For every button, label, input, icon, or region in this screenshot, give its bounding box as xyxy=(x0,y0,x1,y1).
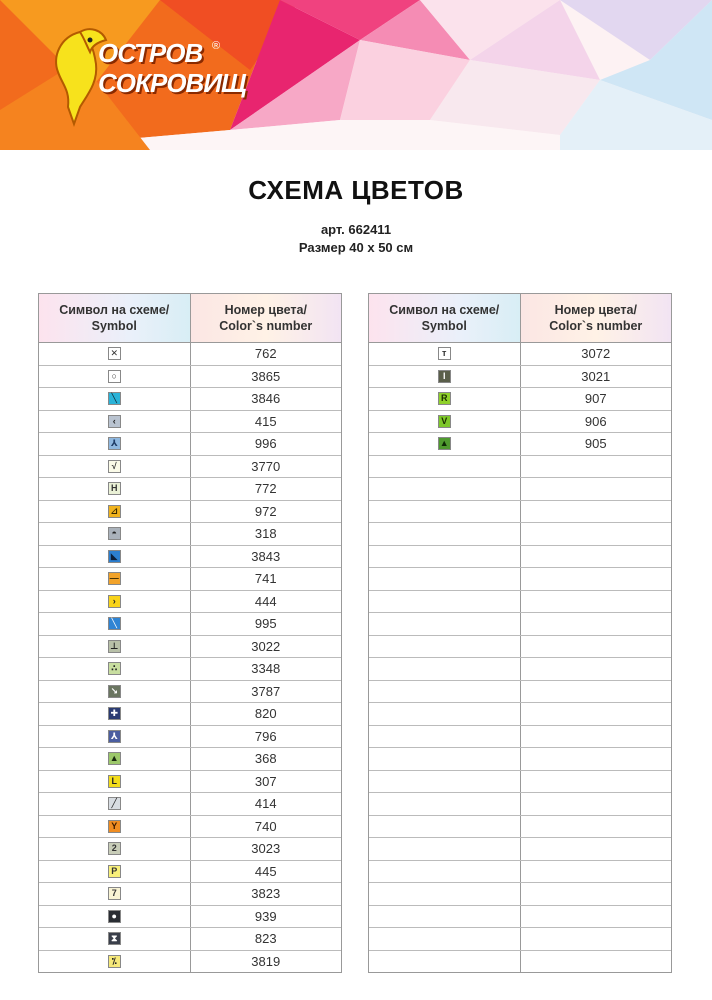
table-row xyxy=(39,748,341,771)
table-row xyxy=(39,456,341,479)
color-number-cell: 3787 xyxy=(251,683,281,699)
color-number-cell xyxy=(521,861,672,883)
color-number-cell: 307 xyxy=(254,773,277,789)
color-number-cell xyxy=(521,883,672,905)
color-number-cell: 3770 xyxy=(251,458,281,474)
color-symbol-icon: ◣ xyxy=(108,550,121,563)
color-number-cell: 906 xyxy=(584,413,607,429)
color-number-cell: 772 xyxy=(254,481,277,497)
table-row xyxy=(39,838,341,861)
color-number-cell: 445 xyxy=(254,863,277,879)
symbol-cell xyxy=(39,861,191,883)
table-row-empty xyxy=(369,883,671,906)
table-row xyxy=(369,411,671,434)
symbol-cell xyxy=(369,658,521,680)
table-row-empty xyxy=(369,546,671,569)
color-symbol-icon: ◓ xyxy=(108,527,121,540)
symbol-cell xyxy=(39,793,191,815)
color-symbol-icon: Ι xyxy=(438,370,451,383)
symbol-cell xyxy=(39,951,191,973)
symbol-cell xyxy=(369,816,521,838)
table-row xyxy=(39,411,341,434)
color-number-cell: 3022 xyxy=(251,638,281,654)
symbol-cell xyxy=(39,703,191,725)
color-symbol-icon: ╲ xyxy=(108,392,121,405)
color-number-cell xyxy=(521,658,672,680)
color-number-cell: 3823 xyxy=(251,886,281,902)
symbol-cell xyxy=(369,636,521,658)
table-row-empty xyxy=(369,726,671,749)
symbol-column-header: Символ на схеме/ Symbol xyxy=(39,294,191,342)
table-header xyxy=(369,294,671,343)
color-number-cell: 415 xyxy=(254,413,277,429)
color-number-cell xyxy=(521,636,672,658)
table-row xyxy=(39,433,341,456)
symbol-cell xyxy=(369,478,521,500)
symbol-cell xyxy=(39,681,191,703)
symbol-cell xyxy=(39,388,191,410)
table-row xyxy=(39,771,341,794)
table-row-empty xyxy=(369,861,671,884)
symbol-cell xyxy=(369,951,521,973)
color-symbol-icon: ▲ xyxy=(438,437,451,450)
brand-line-1: ОСТРОВ xyxy=(98,38,203,68)
table-row xyxy=(39,478,341,501)
color-symbol-icon: ⧗ xyxy=(108,932,121,945)
symbol-cell xyxy=(39,816,191,838)
canvas-size: Размер 40 х 50 см xyxy=(298,240,414,255)
symbol-cell xyxy=(369,748,521,770)
registered-mark: ® xyxy=(212,40,221,52)
color-number-cell: 740 xyxy=(254,818,277,834)
symbol-cell xyxy=(369,726,521,748)
table-body xyxy=(369,343,671,972)
symbol-cell xyxy=(39,771,191,793)
color-number-cell: 972 xyxy=(254,503,277,519)
table-row xyxy=(369,433,671,456)
table-row-empty xyxy=(369,793,671,816)
symbol-cell xyxy=(39,883,191,905)
color-number-cell: 318 xyxy=(254,526,277,542)
table-row xyxy=(39,681,341,704)
table-header xyxy=(39,294,341,343)
color-number-cell: 444 xyxy=(254,593,277,609)
table-row xyxy=(39,388,341,411)
table-row xyxy=(39,636,341,659)
color-number-cell: 796 xyxy=(254,728,277,744)
color-table-right xyxy=(368,293,672,973)
color-symbol-icon: √ xyxy=(108,460,121,473)
symbol-cell xyxy=(39,478,191,500)
header-banner xyxy=(0,0,712,150)
symbol-cell xyxy=(369,433,521,455)
color-number-cell xyxy=(521,816,672,838)
symbol-cell xyxy=(39,726,191,748)
symbol-cell xyxy=(39,906,191,928)
number-column-header: Номер цвета/ Color`s number xyxy=(521,294,672,342)
color-number-cell: 3846 xyxy=(251,391,281,407)
color-number-cell: 3023 xyxy=(251,841,281,857)
table-row xyxy=(39,658,341,681)
symbol-column-header: Символ на схеме/ Symbol xyxy=(369,294,521,342)
color-number-cell xyxy=(521,726,672,748)
color-number-cell xyxy=(521,456,672,478)
symbol-cell xyxy=(39,928,191,950)
color-symbol-icon: ⊥ xyxy=(108,640,121,653)
color-number-cell xyxy=(521,568,672,590)
symbol-cell xyxy=(369,906,521,928)
symbol-cell xyxy=(369,861,521,883)
table-row-empty xyxy=(369,478,671,501)
color-symbol-icon: ⁒ xyxy=(108,955,121,968)
table-row xyxy=(39,591,341,614)
color-symbol-icon: ▲ xyxy=(108,752,121,765)
symbol-cell xyxy=(369,546,521,568)
color-number-cell: 414 xyxy=(254,796,277,812)
color-symbol-icon: ✕ xyxy=(108,347,121,360)
table-row-empty xyxy=(369,681,671,704)
color-symbol-icon: ⊿ xyxy=(108,505,121,518)
table-row xyxy=(39,613,341,636)
color-table-left xyxy=(38,293,342,973)
table-row xyxy=(369,343,671,366)
symbol-cell xyxy=(39,546,191,568)
color-number-cell: 3021 xyxy=(581,368,611,384)
table-row-empty xyxy=(369,591,671,614)
color-number-cell xyxy=(521,703,672,725)
table-row-empty xyxy=(369,928,671,951)
color-number-cell xyxy=(521,546,672,568)
symbol-cell xyxy=(39,523,191,545)
symbol-cell xyxy=(39,613,191,635)
table-row-empty xyxy=(369,501,671,524)
number-column-header: Номер цвета/ Color`s number xyxy=(191,294,342,342)
color-symbol-icon: ⅄ xyxy=(108,437,121,450)
color-symbol-icon: т xyxy=(438,347,451,360)
color-symbol-icon: — xyxy=(109,573,119,584)
color-symbol-icon: ↘ xyxy=(108,685,121,698)
page-title: СХЕМА ЦВЕТОВ xyxy=(248,175,464,205)
symbol-cell xyxy=(39,568,191,590)
color-symbol-icon: ⅄ xyxy=(108,730,121,743)
color-number-cell: 3072 xyxy=(581,346,611,362)
color-symbol-icon: ○ xyxy=(108,370,121,383)
color-number-cell xyxy=(521,928,672,950)
color-number-cell xyxy=(521,501,672,523)
table-row xyxy=(39,951,341,973)
color-number-cell xyxy=(521,838,672,860)
color-number-cell xyxy=(521,906,672,928)
table-row-empty xyxy=(369,523,671,546)
table-row xyxy=(39,861,341,884)
color-number-cell xyxy=(521,613,672,635)
table-row-empty xyxy=(369,636,671,659)
table-row xyxy=(39,816,341,839)
article-number: арт. 662411 xyxy=(320,222,392,237)
table-row xyxy=(39,793,341,816)
color-number-cell: 368 xyxy=(254,751,277,767)
table-row xyxy=(39,883,341,906)
color-number-cell: 3819 xyxy=(251,953,281,969)
color-number-cell: 3843 xyxy=(251,548,281,564)
symbol-cell xyxy=(369,771,521,793)
color-number-cell: 939 xyxy=(254,908,277,924)
color-symbol-icon: V xyxy=(438,415,451,428)
color-number-cell xyxy=(521,771,672,793)
table-row-empty xyxy=(369,568,671,591)
color-symbol-icon: ✚ xyxy=(108,707,121,720)
color-number-cell xyxy=(521,681,672,703)
table-row-empty xyxy=(369,771,671,794)
table-body xyxy=(39,343,341,972)
symbol-cell xyxy=(39,636,191,658)
color-symbol-icon: Н xyxy=(108,482,121,495)
table-row-empty xyxy=(369,951,671,973)
table-row xyxy=(369,366,671,389)
table-row xyxy=(39,726,341,749)
symbol-cell xyxy=(369,883,521,905)
table-row xyxy=(39,501,341,524)
table-row-empty xyxy=(369,816,671,839)
symbol-cell xyxy=(369,928,521,950)
color-number-cell: 996 xyxy=(254,436,277,452)
table-row xyxy=(39,703,341,726)
color-number-cell: 823 xyxy=(254,931,277,947)
table-row-empty xyxy=(369,838,671,861)
color-number-cell: 741 xyxy=(254,571,277,587)
color-symbol-icon: Y xyxy=(108,820,121,833)
table-row-empty xyxy=(369,658,671,681)
symbol-cell xyxy=(369,523,521,545)
color-symbol-icon: ╲ xyxy=(108,617,121,630)
brand-line-2: СОКРОВИЩ xyxy=(98,68,246,98)
symbol-cell xyxy=(369,343,521,365)
color-number-cell xyxy=(521,793,672,815)
table-row xyxy=(39,906,341,929)
symbol-cell xyxy=(39,658,191,680)
table-row xyxy=(369,388,671,411)
symbol-cell xyxy=(39,748,191,770)
symbol-cell xyxy=(39,366,191,388)
symbol-cell xyxy=(39,456,191,478)
symbol-cell xyxy=(369,703,521,725)
color-number-cell: 905 xyxy=(584,436,607,452)
color-number-cell xyxy=(521,478,672,500)
color-number-cell: 3348 xyxy=(251,661,281,677)
table-row-empty xyxy=(369,613,671,636)
color-symbol-icon: › xyxy=(108,595,121,608)
color-number-cell: 995 xyxy=(254,616,277,632)
color-symbol-icon: 2 xyxy=(108,842,121,855)
color-symbol-icon: P xyxy=(108,865,121,878)
color-number-cell: 3865 xyxy=(251,368,281,384)
table-row xyxy=(39,928,341,951)
symbol-cell xyxy=(39,433,191,455)
table-row xyxy=(39,366,341,389)
table-row-empty xyxy=(369,906,671,929)
symbol-cell xyxy=(369,568,521,590)
symbol-cell xyxy=(369,366,521,388)
color-symbol-icon: 7 xyxy=(108,887,121,900)
color-symbol-icon: L xyxy=(108,775,121,788)
color-symbol-icon: ╱ xyxy=(108,797,121,810)
symbol-cell xyxy=(39,838,191,860)
table-row xyxy=(39,546,341,569)
color-number-cell: 762 xyxy=(254,346,277,362)
symbol-cell xyxy=(369,838,521,860)
symbol-cell xyxy=(369,681,521,703)
symbol-cell xyxy=(369,793,521,815)
symbol-cell xyxy=(369,613,521,635)
symbol-cell xyxy=(39,343,191,365)
table-row xyxy=(39,568,341,591)
color-number-cell: 820 xyxy=(254,706,277,722)
color-number-cell xyxy=(521,951,672,973)
symbol-cell xyxy=(369,456,521,478)
color-symbol-icon: ● xyxy=(108,910,121,923)
color-number-cell xyxy=(521,523,672,545)
table-row xyxy=(39,343,341,366)
symbol-cell xyxy=(39,591,191,613)
symbol-cell xyxy=(369,388,521,410)
table-row xyxy=(39,523,341,546)
symbol-cell xyxy=(39,501,191,523)
table-row-empty xyxy=(369,456,671,479)
table-row-empty xyxy=(369,703,671,726)
color-symbol-icon: R xyxy=(438,392,451,405)
color-symbol-icon: ∴ xyxy=(108,662,121,675)
color-number-cell xyxy=(521,748,672,770)
color-number-cell: 907 xyxy=(584,391,607,407)
color-symbol-icon: ‹ xyxy=(108,415,121,428)
symbol-cell xyxy=(369,411,521,433)
table-row-empty xyxy=(369,748,671,771)
color-number-cell xyxy=(521,591,672,613)
symbol-cell xyxy=(39,411,191,433)
symbol-cell xyxy=(369,591,521,613)
symbol-cell xyxy=(369,501,521,523)
